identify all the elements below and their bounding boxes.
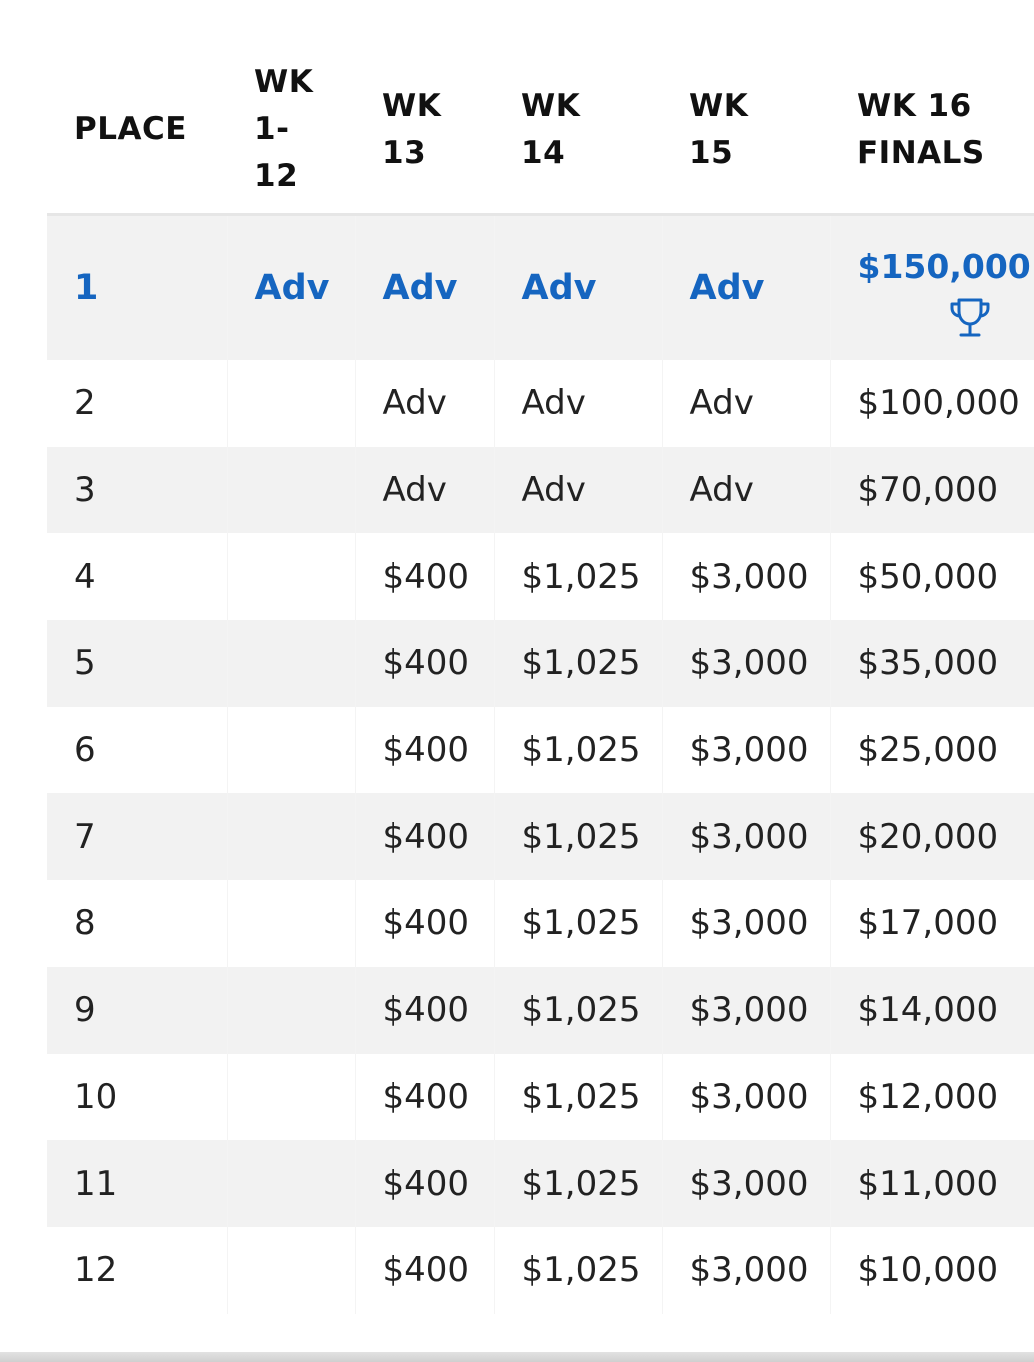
trophy-icon bbox=[948, 296, 992, 340]
card-bottom-edge bbox=[0, 1352, 1034, 1362]
wk-13-cell: $400 bbox=[355, 620, 494, 707]
table-row bbox=[47, 967, 1034, 1054]
wk-13-cell: $400 bbox=[355, 1140, 494, 1227]
place-cell: 7 bbox=[47, 793, 227, 880]
table-row bbox=[47, 707, 1034, 794]
place-cell: 5 bbox=[47, 620, 227, 707]
wk-15-cell: $3,000 bbox=[662, 533, 830, 620]
wk-14-cell: Adv bbox=[494, 215, 662, 361]
wk-15-cell: $3,000 bbox=[662, 620, 830, 707]
wk-14-cell: Adv bbox=[494, 447, 662, 534]
wk-15-cell: $3,000 bbox=[662, 880, 830, 967]
wk-15-cell: $3,000 bbox=[662, 1227, 830, 1314]
header-wk-14: WK 14 bbox=[494, 46, 662, 215]
wk-13-cell: Adv bbox=[355, 447, 494, 534]
wk-16-finals-cell: $11,000 bbox=[830, 1140, 1034, 1227]
table-header bbox=[47, 46, 1034, 215]
place-cell: 8 bbox=[47, 880, 227, 967]
wk-15-cell: $3,000 bbox=[662, 1140, 830, 1227]
header-wk-16-finals: WK 16 FINALS bbox=[830, 46, 1034, 215]
header-place: PLACE bbox=[47, 46, 227, 215]
wk-13-cell: $400 bbox=[355, 880, 494, 967]
wk-1-12-cell bbox=[227, 447, 355, 534]
wk-16-finals-cell: $70,000 bbox=[830, 447, 1034, 534]
table-row bbox=[47, 1140, 1034, 1227]
place-cell: 11 bbox=[47, 1140, 227, 1227]
wk-14-cell: $1,025 bbox=[494, 620, 662, 707]
table-row bbox=[47, 1227, 1034, 1314]
place-cell: 9 bbox=[47, 967, 227, 1054]
wk-14-cell: $1,025 bbox=[494, 880, 662, 967]
wk-15-cell: $3,000 bbox=[662, 793, 830, 880]
wk-14-cell: $1,025 bbox=[494, 967, 662, 1054]
wk-14-cell: $1,025 bbox=[494, 707, 662, 794]
place-cell: 6 bbox=[47, 707, 227, 794]
table-row bbox=[47, 1054, 1034, 1141]
wk-14-cell: $1,025 bbox=[494, 1140, 662, 1227]
wk-16-finals-cell: $12,000 bbox=[830, 1054, 1034, 1141]
table-row bbox=[47, 447, 1034, 534]
wk-14-cell: $1,025 bbox=[494, 1054, 662, 1141]
wk-14-cell: $1,025 bbox=[494, 1227, 662, 1314]
table-row bbox=[47, 533, 1034, 620]
place-cell: 3 bbox=[47, 447, 227, 534]
wk-1-12-cell bbox=[227, 1140, 355, 1227]
payout-table bbox=[47, 46, 1034, 1314]
wk-1-12-cell bbox=[227, 1227, 355, 1314]
wk-16-finals-cell: $35,000 bbox=[830, 620, 1034, 707]
place-cell: 2 bbox=[47, 360, 227, 447]
wk-1-12-cell bbox=[227, 620, 355, 707]
place-cell: 4 bbox=[47, 533, 227, 620]
wk-1-12-cell bbox=[227, 967, 355, 1054]
wk-1-12-cell bbox=[227, 707, 355, 794]
header-wk-15: WK 15 bbox=[662, 46, 830, 215]
wk-1-12-cell bbox=[227, 1054, 355, 1141]
wk-16-finals-cell: $17,000 bbox=[830, 880, 1034, 967]
wk-14-cell: $1,025 bbox=[494, 533, 662, 620]
wk-15-cell: Adv bbox=[662, 215, 830, 361]
wk-16-finals-cell: $100,000 bbox=[830, 360, 1034, 447]
wk-13-cell: $400 bbox=[355, 793, 494, 880]
wk-13-cell: $400 bbox=[355, 533, 494, 620]
wk-15-cell: $3,000 bbox=[662, 707, 830, 794]
wk-16-finals-cell: $25,000 bbox=[830, 707, 1034, 794]
wk-16-finals-cell: $14,000 bbox=[830, 967, 1034, 1054]
wk-1-12-cell bbox=[227, 793, 355, 880]
wk-15-cell: Adv bbox=[662, 447, 830, 534]
header-wk-1-12: WK 1- 12 bbox=[227, 46, 355, 215]
wk-1-12-cell: Adv bbox=[227, 215, 355, 361]
wk-14-cell: $1,025 bbox=[494, 793, 662, 880]
wk-16-finals-cell: $20,000 bbox=[830, 793, 1034, 880]
wk-16-finals-cell bbox=[830, 215, 1034, 361]
place-cell: 12 bbox=[47, 1227, 227, 1314]
table-row bbox=[47, 360, 1034, 447]
wk-13-cell: $400 bbox=[355, 707, 494, 794]
wk-16-finals-cell: $50,000 bbox=[830, 533, 1034, 620]
wk-13-cell: $400 bbox=[355, 1227, 494, 1314]
table-body bbox=[47, 215, 1034, 1314]
wk-1-12-cell bbox=[227, 360, 355, 447]
place-cell: 10 bbox=[47, 1054, 227, 1141]
table-row bbox=[47, 620, 1034, 707]
wk-15-cell: $3,000 bbox=[662, 967, 830, 1054]
table-row-winner bbox=[47, 215, 1034, 361]
wk-1-12-cell bbox=[227, 533, 355, 620]
wk-16-finals-cell: $10,000 bbox=[830, 1227, 1034, 1314]
table-row bbox=[47, 793, 1034, 880]
table-row bbox=[47, 880, 1034, 967]
header-row bbox=[47, 46, 1034, 215]
wk-1-12-cell bbox=[227, 880, 355, 967]
wk-15-cell: Adv bbox=[662, 360, 830, 447]
wk-13-cell: $400 bbox=[355, 1054, 494, 1141]
wk-13-cell: Adv bbox=[355, 360, 494, 447]
wk-13-cell: $400 bbox=[355, 967, 494, 1054]
wk-15-cell: $3,000 bbox=[662, 1054, 830, 1141]
place-cell: 1 bbox=[47, 215, 227, 361]
wk-14-cell: Adv bbox=[494, 360, 662, 447]
header-wk-13: WK 13 bbox=[355, 46, 494, 215]
first-prize-value: $150,000 bbox=[857, 247, 1031, 286]
wk-13-cell: Adv bbox=[355, 215, 494, 361]
